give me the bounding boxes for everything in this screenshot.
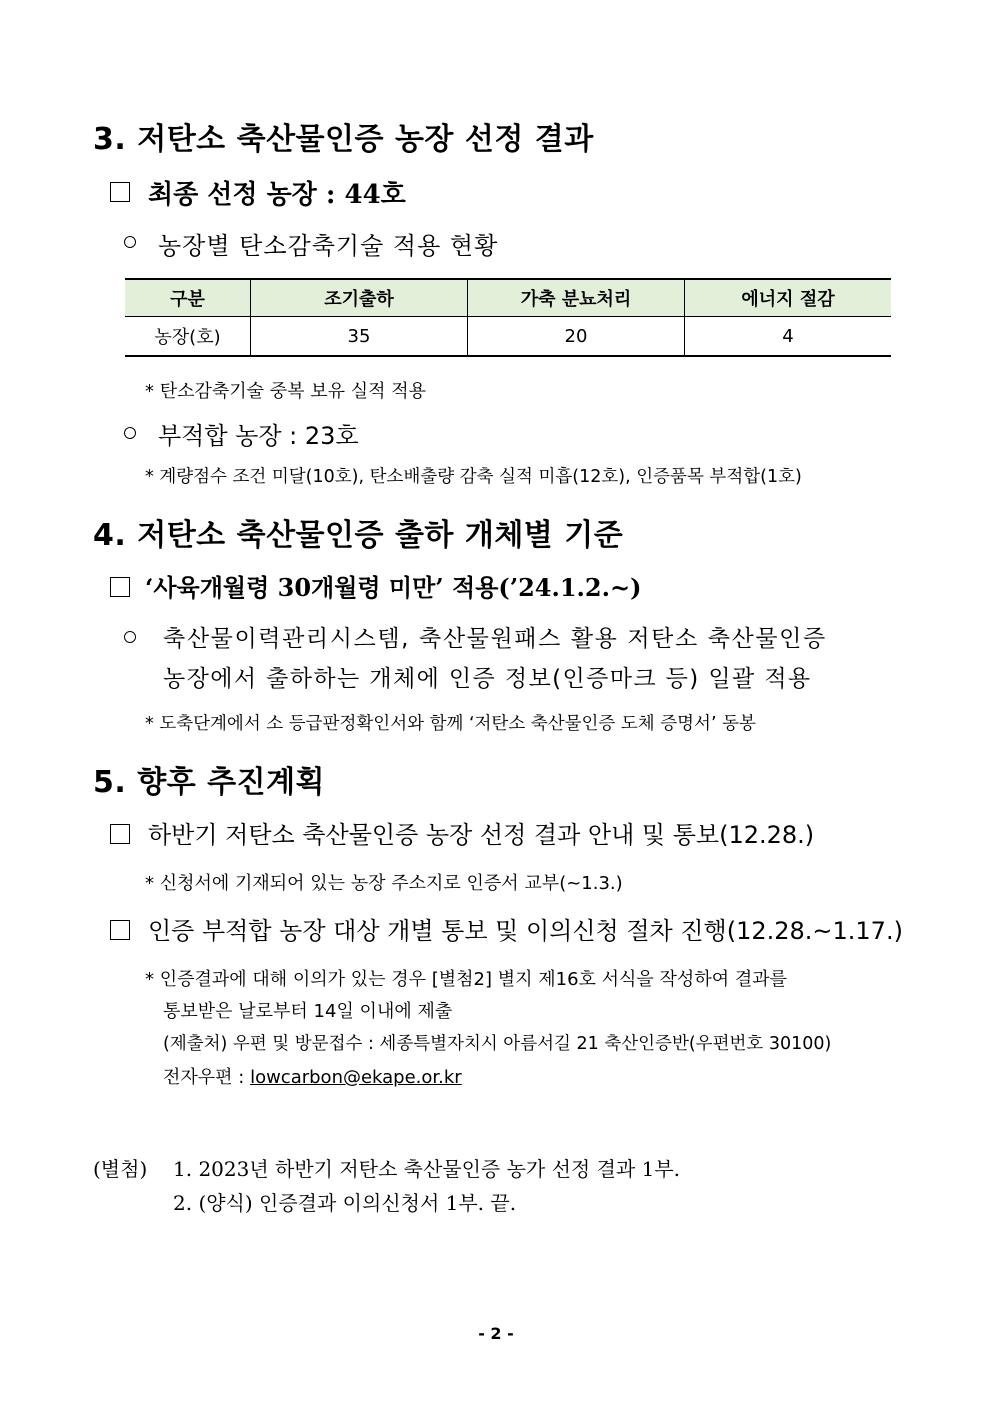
- circle-bullet-icon: [124, 427, 136, 439]
- footnote: * 도축단계에서 소 등급판정확인서와 함께 ‘저탄소 축산물인증 도체 증명서’ 동봉: [145, 714, 756, 734]
- table-cell: 35: [251, 317, 468, 357]
- plan-item-1: 하반기 저탄소 축산물인증 농장 선정 결과 안내 및 통보(12.28.): [148, 821, 815, 849]
- table-header: 가축 분뇨처리: [468, 279, 685, 317]
- attachment-item-1: 1. 2023년 하반기 저탄소 축산물인증 농가 선정 결과 1부.: [173, 1157, 681, 1181]
- section-3-title: 3. 저탄소 축산물인증 농장 선정 결과: [93, 122, 594, 157]
- table-cell: 4: [685, 317, 892, 357]
- footnote: * 신청서에 기재되어 있는 농장 주소지로 인증서 교부(~1.3.): [145, 873, 623, 894]
- circle-bullet-icon: [124, 236, 136, 248]
- criteria-detail-line1: 축산물이력관리시스템, 축산물원패스 활용 저탄소 축산물인증: [163, 626, 827, 652]
- table-header: 조기출하: [251, 279, 468, 317]
- table-header: 구분: [125, 279, 251, 317]
- checkbox-square-icon: [110, 824, 130, 844]
- checkbox-square-icon: [110, 182, 130, 202]
- table-cell: 20: [468, 317, 685, 357]
- page-number: - 2 -: [478, 1324, 514, 1343]
- criteria-detail-line2: 농장에서 출하하는 개체에 인증 정보(인증마크 등) 일괄 적용: [163, 666, 812, 692]
- checkbox-square-icon: [110, 920, 130, 940]
- section-4-title: 4. 저탄소 축산물인증 출하 개체별 기준: [93, 518, 624, 553]
- footnote: * 인증결과에 대해 이의가 있는 경우 [별첨2] 별지 제16호 서식을 작성하여 결과를: [145, 969, 787, 990]
- footnote-continued: (제출처) 우편 및 방문접수 : 세종특별자치시 아름서길 21 축산인증반(우편번호 30100): [163, 1034, 832, 1054]
- email-label: 전자우편 :: [163, 1067, 251, 1088]
- footnote: * 계량점수 조건 미달(10호), 탄소배출량 감축 실적 미흡(12호), 인증품목 부적합(1호): [145, 467, 802, 487]
- table-header: 에너지 절감: [685, 279, 892, 317]
- checkbox-square-icon: [110, 577, 130, 597]
- plan-item-2: 인증 부적합 농장 대상 개별 통보 및 이의신청 절차 진행(12.28.~1.17.): [148, 917, 903, 945]
- circle-bullet-icon: [124, 631, 136, 643]
- tech-status-table: [125, 278, 891, 357]
- table-cell: 농장(호): [125, 317, 251, 357]
- unqualified-farms: 부적합 농장 : 23호: [158, 422, 359, 450]
- email-link[interactable]: lowcarbon@ekape.or.kr: [250, 1067, 462, 1088]
- criteria-heading: ‘사육개월령 30개월령 미만’ 적용(’24.1.2.~): [145, 573, 642, 602]
- section-5-title: 5. 향후 추진계획: [93, 765, 326, 800]
- footnote-continued: [163, 1063, 462, 1089]
- footnote-continued: 통보받은 날로부터 14일 이내에 제출: [163, 1001, 453, 1022]
- final-selected-farms: 최종 선정 농장 : 44호: [148, 180, 406, 210]
- attachment-item-2: 2. (양식) 인증결과 이의신청서 1부. 끝.: [173, 1191, 517, 1215]
- footnote: * 탄소감축기술 중복 보유 실적 적용: [145, 381, 427, 402]
- table-row: [125, 317, 891, 357]
- attachment-label: (별첨): [93, 1157, 148, 1181]
- tech-status-heading: 농장별 탄소감축기술 적용 현황: [158, 232, 499, 260]
